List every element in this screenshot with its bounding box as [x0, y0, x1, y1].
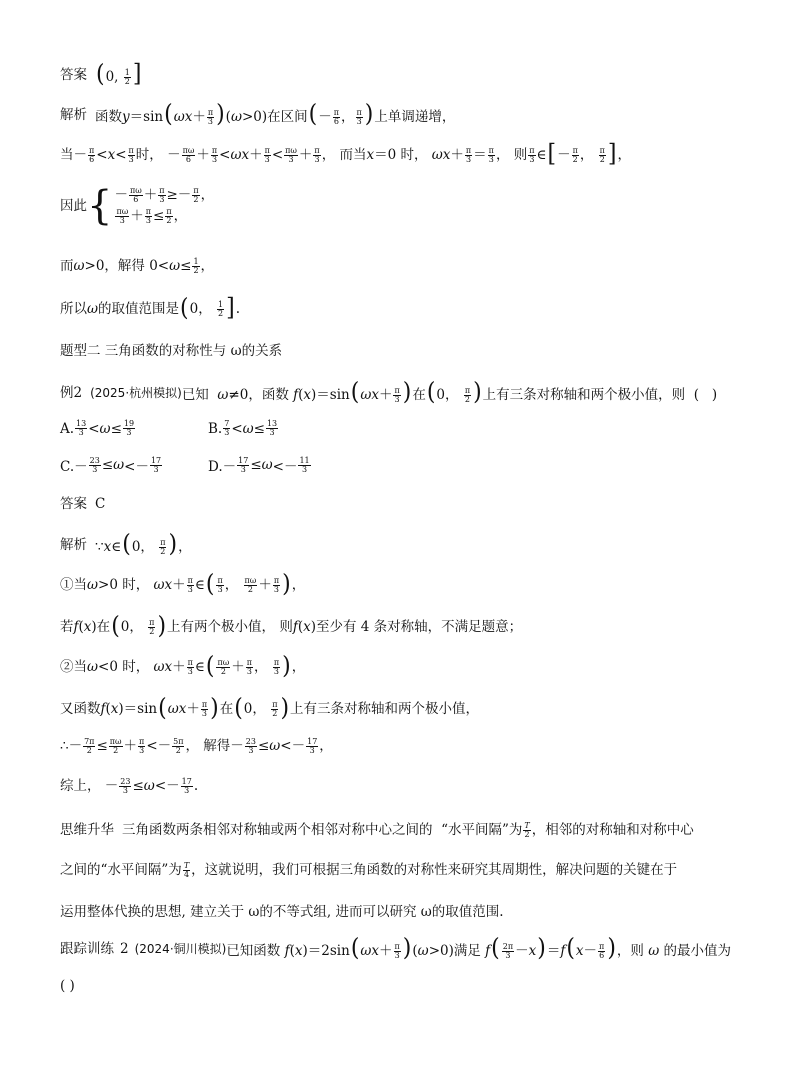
example-stem-text: 已知 ω≠0，函数 f(x)＝sin(ωx＋ $\frac{\pi}{3}$ )在(0， $\frac{\pi}{2}$ )上有三条对称轴和两个极小值，则 ( ) — [181, 378, 718, 407]
analysis-2-line-1: 解析 ∵x∈(0， $\frac{\pi}{2}$ )， — [60, 530, 192, 559]
section-2-title-text: 题型二 三角函数的对称性与 ω的关系 — [60, 343, 283, 359]
analysis-label: 解析 — [60, 536, 87, 553]
system-row-1: － $\frac{\pi\omega}{6}$ ＋ $\frac{\pi}{3}$ ≥－ $\frac{\pi}{2}$ ， — [114, 186, 215, 204]
analysis-2-line-4: ②当 ω <0 时， ωx ＋ $\frac{\pi}{3}$ ∈ ( $\frac{\pi\omega}{2}$ ＋ $\frac{\pi}{3}$ ， $\frac{\pi}{3}$ ) ， — [60, 652, 306, 681]
analysis-1-text-1: 函数y＝sin(ωx＋ $\frac{\pi}{3}$ )(ω>0)在区间(－ $\frac{\pi}{6}$ ， $\frac{\pi}{3}$ )上单调递增， — [95, 100, 456, 129]
answer-2 — [60, 496, 105, 512]
system-row-2: $\frac{\pi\omega}{3}$ ＋ $\frac{\pi}{3}$ ≤ $\frac{\pi}{2}$ ， — [116, 207, 188, 225]
tracking-label: 跟踪训练 — [60, 940, 114, 957]
answer-2-content: C — [95, 496, 106, 512]
analysis-2-line-7: 综上， － $\frac{23}{3}$ ≤ ω <－ $\frac{17}{3}$ . — [60, 777, 199, 795]
option-c[interactable]: C.－ $\frac{23}{3}$ ≤ ω <－ $\frac{17}{3}$ — [60, 455, 162, 475]
analysis-label: 解析 — [60, 106, 87, 123]
answer-bracket: ( ) — [60, 978, 75, 994]
answer-label: 答案 — [60, 496, 87, 512]
analysis-2-line-3: 若 f ( x )在 ( 0， $\frac{\pi}{2}$ ) 上有两个极小值， 则 f ( x )至少有 4 条对称轴，不满足题意； — [60, 612, 523, 641]
example-2-stem — [60, 378, 718, 407]
tracking-2-stem — [60, 934, 732, 963]
tracking-number: 2 — [120, 940, 129, 957]
left-brace: { — [87, 183, 113, 229]
thinking-line-3 — [60, 904, 504, 920]
inequality-system — [87, 183, 215, 229]
answer-1 — [60, 60, 142, 89]
thinking-label: 思维升华 — [60, 822, 114, 839]
answer-1-content: (0, $\frac{1}{2}$ ] — [96, 60, 142, 89]
analysis-2-line-6: ∴－ $\frac{7\pi}{2}$ ≤ $\frac{\pi\omega}{2}$ ＋ $\frac{\pi}{3}$ <－ $\frac{5\pi}{2}$ ， 解得－ $\frac{23}{3}$ ≤ ω <－ $\frac{17}{3}$ ， — [60, 737, 333, 755]
thinking-line-2: 之间的“水平间隔”为 $\frac{T}{4}$ ，这就说明，我们可根据三角函数的对称性来研究其周期性，解决问题的关键在于 — [60, 861, 678, 879]
analysis-1-line-5: 所以 ω 的取值范围是 ( 0， $\frac{1}{2}$ ] . — [60, 294, 240, 323]
analysis-1-line-4: 而 ω >0，解得 0< ω ≤ $\frac{1}{2}$ ， — [60, 257, 215, 275]
option-d[interactable]: D.－ $\frac{17}{3}$ ≤ ω <－ $\frac{11}{3}$ — [208, 455, 310, 475]
tracking-source: (2024·铜川模拟) — [134, 941, 227, 956]
analysis-1-line-2: 当－ $\frac{\pi}{6}$ < x < $\frac{\pi}{3}$ 时， － $\frac{\pi\omega}{6}$ ＋ $\frac{\pi}{3}$ < ωx ＋ $\frac{\pi}{3}$ < $\frac{\pi\omega}{3}$ ＋ $\frac{\pi}{3}$ ， 而当 x ＝0 时， ωx ＋ $\frac{\pi}{3}$ ＝ $\frac{\pi}{3}$ ， 则 $\frac{\pi}{3}$ ∈ [ － $\frac{\pi}{2}$ ， $\frac{\pi}{2}$ ] ， — [60, 140, 632, 169]
tracking-answer-bracket[interactable] — [60, 978, 75, 994]
example-label: 例2 — [60, 384, 83, 401]
section-2-title — [60, 343, 282, 359]
answer-label: 答案 — [60, 66, 87, 83]
thinking-line-1: 思维升华 三角函数两条相邻对称轴或两个相邻对称中心之间的 “水平间隔”为 $\frac{T}{2}$ ，相邻的对称轴和对称中心 — [60, 821, 694, 839]
option-b[interactable]: B. $\frac{7}{3}$ < ω ≤ $\frac{13}{3}$ — [208, 419, 278, 437]
analysis-1-line-1 — [60, 100, 456, 129]
therefore-text: 因此 — [60, 197, 87, 214]
example-source: (2025·杭州模拟) — [90, 385, 182, 400]
thinking-text-3: 运用整体代换的思想, 建立关于 ω的不等式组, 进而可以研究 ω的取值范围. — [60, 904, 504, 920]
analysis-2-line-2: ①当 ω >0 时， ωx ＋ $\frac{\pi}{3}$ ∈ ( $\frac{\pi}{3}$ ， $\frac{\pi\omega}{2}$ ＋ $\frac{\pi}{3}$ ) ， — [60, 570, 306, 599]
analysis-2-line-5: 又函数 f ( x )＝sin ( ωx ＋ $\frac{\pi}{3}$ ) 在 ( 0， $\frac{\pi}{2}$ ) 上有三条对称轴和两个极小值， — [60, 694, 480, 723]
analysis-1-line-3 — [60, 183, 215, 229]
option-a[interactable]: A. $\frac{13}{3}$ < ω ≤ $\frac{19}{3}$ — [60, 419, 135, 437]
tracking-stem-text: 已知函数 f(x)＝2sin(ωx＋ $\frac{\pi}{3}$ )(ω>0)满足 f( $\frac{2\pi}{3}$ －x)＝f(x－ $\frac{\pi}{6}$ )，则 ω 的最小值为 — [226, 934, 732, 963]
